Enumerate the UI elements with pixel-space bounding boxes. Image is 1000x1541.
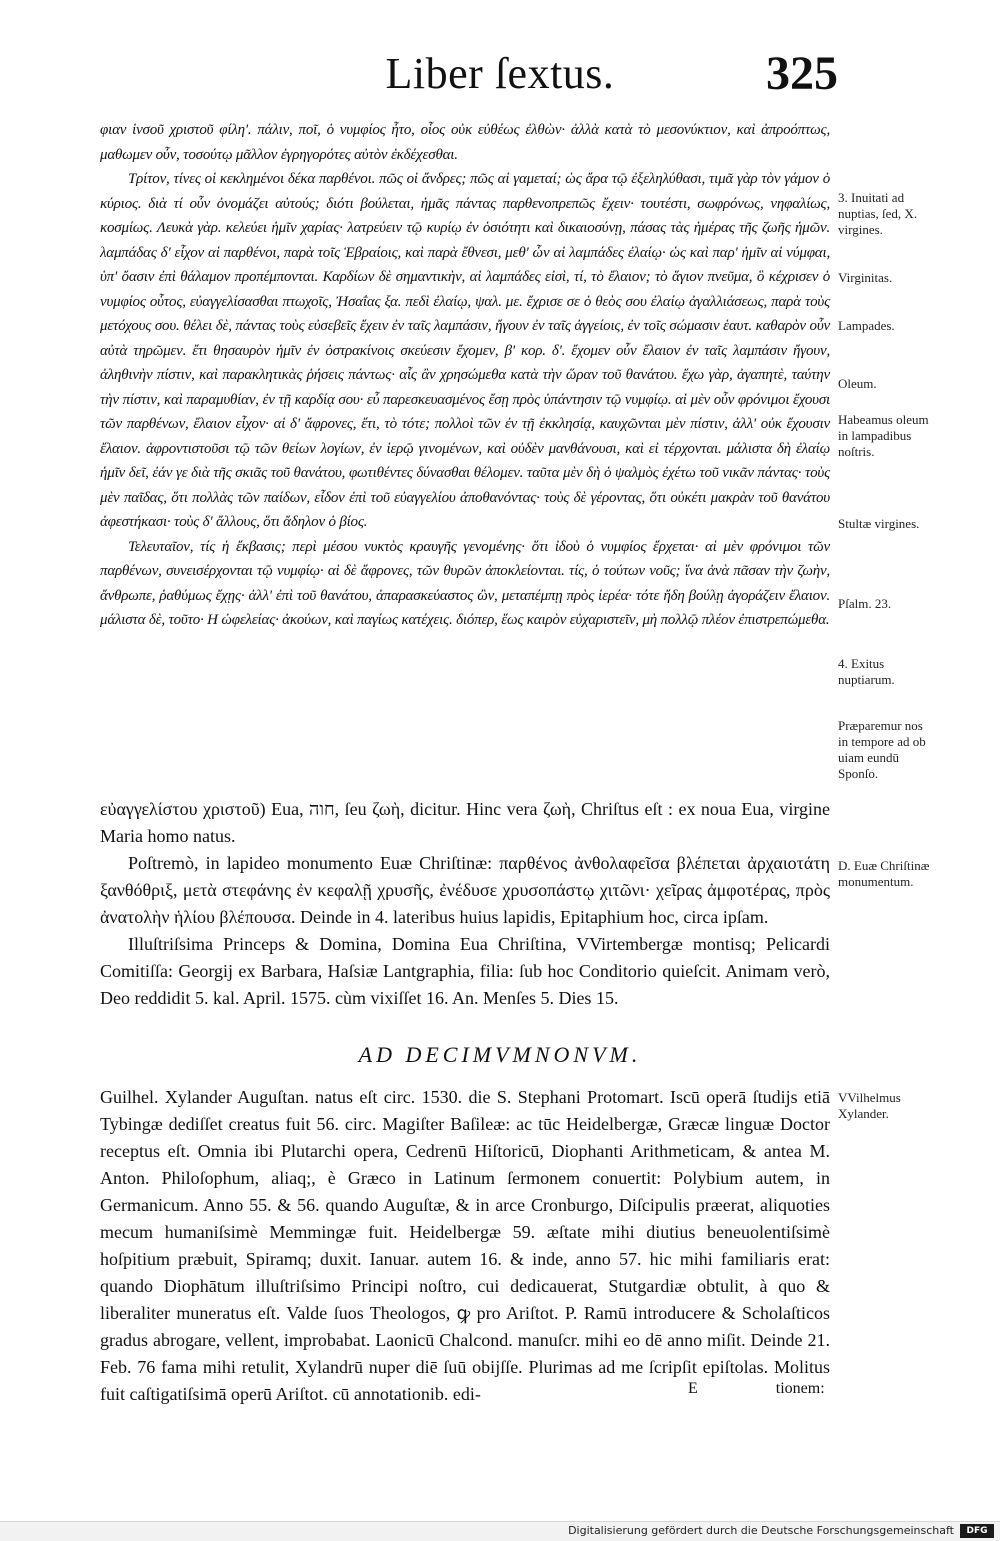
margin-note-stultae: Stultæ virgines.	[838, 516, 920, 531]
catchword-text: tionem:	[775, 1380, 825, 1397]
margin-note-monumentum: D. Euæ Chriſtinæ monumentum.	[838, 858, 930, 889]
greek-commentary	[100, 118, 830, 633]
margin-note-habeamus: Habeamus oleum in lampadibus noſtris.	[838, 412, 929, 459]
margin-note-praeparemur: Præparemur nos in tempore ad ob uiam eundū Sponſo.	[838, 718, 926, 781]
margin-note-oleum: Oleum.	[838, 376, 877, 391]
margin-note-psalm: Pſalm. 23.	[838, 596, 892, 611]
epitaph-text: Illuſtriſsima Princeps & Domina, Domina Eua Chriſtina, VVirtembergæ montisq; Pelicardi Comitiſſa: Georgij ex Barbara, Haſsiæ Lantgraphia, filia: ſub hoc Conditorio quieſcit. Animam verò, Deo reddidit 5. kal. April. 1575. cùm vixiſſet 16. An. Menſes 5. Dies 15.	[100, 934, 830, 1008]
margin-note-virginitas: Virginitas.	[838, 270, 893, 285]
greek-paragraph-3: Τελευταῖον, τίς ἡ ἔκβασις; περὶ μέσου νυκτὸς κραυγῆς γενομένης· ὅτι ἰδοὺ ὁ νυμφίος ἔρχεται· αἱ μὲν φρόνιμοι τῶν παρθένων, συνεισέρχονται τῷ νυμφίῳ· αἱ δὲ ἄφρονες, τῶν θυρῶν ἀποκλείονται. τίς, ὁ τούτων νοῦς; ἵνα ἀνὰ πᾶσαν τὴν ζωὴν, ἄνθρωπε, ῥαθύμως ἔχῃς· ἀλλ' ἐπὶ τοῦ θανάτου, ἀπαρασκεύαστος ὢν, μεταπέμπῃ πρὸς ἱερέα· τότε ἤδη βούλῃ ἀγοράζειν ἔλαιον. μάλιστα δὲ, τοῦτο· Η ὠφελείας· ἀκούων, καὶ παγίως κατέχεις. διόπερ, ἕως καιρὸν εὐχαριστεῖν, μὴ πολλῷ πλέον ἐπιστρεπώμεθα.	[100, 538, 830, 628]
latin-paragraph-postremo: Poſtremò, in lapideo monumento Euæ Chriſtinæ: παρθένος ἀνθολαφεῖσα βλέπεται ἀρχαιοτάτη ξανθόθριξ, μετὰ στεφάνης ἐν κεφαλῇ χρυσῆς, ἐνέδυσε χρυσοπάστῳ χιτῶνι· χεῖρας ἀμφοτέρας, πρὸς ἀνατολὴν ἡλίου βλέπουσα. Deinde in 4. lateribus huius lapidis, Epitaphium hoc, circa ipſam.	[100, 853, 830, 927]
margin-note-xylander: VVilhelmus Xylander.	[838, 1090, 901, 1121]
greek-paragraph-2: Τρίτον, τίνες οἱ κεκλημένοι δέκα παρθένοι. πῶς οἱ ἄνδρες; πῶς αἱ γαμεταί; ὡς ἄρα τῷ ἐξεληλύθασι, τιμᾶ γὰρ τὸν γάμον ὁ κύριος. διὰ τί οὖν ὀνομάζει αὐτούς; διότι βούλεται, ἡμᾶς πάντας παρθενοπρεπῶς ἔχειν· τουτέστι, σωφρόνως, νηφαλίως, κοσμίως. Λευκὰ γὰρ. κελεύει ἡμῖν χαρίας· λατρεύειν τῷ κυρίῳ ἐν ὁσιότητι καὶ δικαιοσύνῃ, πάσας τὰς ἡμέρας τῆς ζωῆς ἡμῶν. λαμπάδας δ' εἶχον αἱ παρθένοι, παρὰ τοῖς Ἑβραίοις, καὶ παρὰ ἔθνεσι, μεθ' ὧν αἱ λαμπάδες ἐλαίῳ· ὡς καὶ παρ' ἡμῖν αἱ νύμφαι, ὑπ' ὄασιν ἐπὶ θάλαμον προπέμπονται. Καρδίων δὲ σημαντικὴν, αἱ λαμπάδες εἰσὶ, τί, τὸ ἔλαιον; τὸ ἅγιον πνεῦμα, ὃ κέχρισεν ὁ νυμφίος οὗτος, εὐαγγελίσασθαι πτωχοῖς, Ἠσαΐας ξα. πεδὶ ἐλαίῳ, ψαλ. με. ἔχρισε σε ὁ θεὸς σου ἐλαίῳ ἀγαλλιάσεως, παρὰ τοὺς μετόχους σου. θέλει δὲ, πάντας τοὺς εὐσεβεῖς ἔχειν ἐν ταῖς λαμπάσιν, ἤγουν ἐν ταῖς ἀγγείοις, ἐν τοῖς σώμασιν ἑαυτ. καθαρὸν οὖν αὐτὰ τηρῶμεν. ἔτι θησαυρὸν ἡμῖν ἐν ὀστρακίνοις σκεύεσιν ἔχομεν, β' κορ. δ'. ἔχομεν οὖν ἔλαιον ἐν ταῖς λαμπάσιν ἤγουν, ἀληθινὴν πίστιν, καὶ παρακλητικὰς ῥήσεις πάντως· αἷς ἂν χρησώμεθα κατὰ τὴν ὥραν τοῦ θανάτου. ἔχω γὰρ, ἀγαπητὲ, ταύτην τὴν πίστιν, καὶ παραμυθίαν, ἐν τῇ καρδίᾳ σου· εὖ παρεσκευασμένος ἔσῃ πρὸς ὑπάντησιν τῷ νυμφίῳ. αἱ μὲν οὖν φρόνιμοι ἔχουσι τῶν παρθένων, ἔλαιον εἶχον· αἱ δ' ἄφρονες, ἔτι, τὸ τότε; πολλοὶ τῶν ἐν τῇ ἐκκλησίᾳ, καυχῶνται μὲν πίστιν, ἀλλ' οὐκ ἔχουσιν ἔλαιον. ἀφροντιστοῦσι τῷ τῶν θείων λογίων, ἐν ἱερῷ γινομένων, καὶ οὐδὲν μανθάνουσι, καὶ εἰ τέρχονται. μάλιστα δὴ ἐλαίῳ ἡμῖν δεῖ, ἐάν γε διὰ τῆς σκιᾶς τοῦ θανάτου, φωτιθέντες δύνασθαι θέλομεν. ταῦτα μὲν δὴ ὁ ψαλμὸς ἐχέτω τοῦ νικᾶν πάντας· τοὺς μὲν παῖδας, ὅτι πολλὰς τῶν παίδων, εἶδον ἐπὶ τοῦ εὐαγγελίου ἀποθανόντας· τοὺς δὲ γέροντας, ὅτι οὐκέτι μακρὰν τοῦ θανάτου ἀφεστήκασι· τοὺς δ' ἄλλους, ὅτι ἄδηλον ὁ βίος.	[100, 171, 830, 530]
signature-mark	[688, 1380, 825, 1398]
latin-paragraph-eva: εὐαγγελίστου χριστοῦ) Eua, חוה, ſeu ζωὴ, dicitur. Hinc vera ζωὴ, Chriſtus eſt : ex noua Eua, virgine Maria homo natus.	[100, 799, 830, 846]
footer-bar	[0, 1521, 1000, 1541]
margin-note-lampades: Lampades.	[838, 318, 895, 333]
signature-letter: E	[688, 1380, 698, 1397]
latin-block	[100, 796, 830, 1012]
page-title: Liber ſextus.	[385, 49, 615, 98]
dfg-logo: DFG	[960, 1524, 994, 1538]
page-number: 325	[766, 47, 838, 100]
xylander-section	[100, 1084, 830, 1408]
xylander-paragraph: Guilhel. Xylander Auguſtan. natus eſt circ. 1530. die S. Stephani Protomart. Iscū operā ſtudijs etiā Tybingæ dediſſet creatus fuit 56. circ. Magiſter Baſileæ: ac tūc Heidelbergæ, Græcæ linguæ Doctor receptus eſt. Omnia ibi Plutarchi opera, Cedrenū Hiſtoricū, Diophanti Arithmeticam, & antea M. Anton. Philoſophum, aliaq;, è Græco in Latinum ſermonem conuertit: Polybium autem, in Germanicum. Anno 55. & 56. quando Auguſtæ, & in arce Cronburgo, Diſcipulis præerat, aliquoties mecum humaniſsimè Memmingæ fuit. Heidelbergæ 59. æſtate mihi diutius beneuolentiſsimè hoſpitium præbuit, Spiramq; duxit. Ianuar. autem 16. & inde, anno 57. hic mihi familiaris erat: quando Diophātum illuſtriſsimo Principi noſtro, cui dedicauerat, Stutgardiæ obtulit, à quo & liberaliter muneratus eſt. Valde ſuos Theologos, ꝙ pro Ariſtot. P. Ramū introducere & Scholaſticos gradus abrogare, vellent, improbabat. Laonicū Chalcond. manuſcr. mihi eo dē anno miſit. Deinde 21. Feb. 76 fama mihi retulit, Xylandrū nuper diē ſuū obijſſe. Plurimas ad me ſcripſit epiſtolas. Molitus fuit caſtigatiſsimā operū Ariſtot. cū annotationib. edi-	[100, 1087, 830, 1404]
section-heading: AD DECIMVMNONVM.	[358, 1042, 642, 1067]
margin-note-inuitati: 3. Inuitati ad nuptias, ſed, X. virgines.	[838, 190, 918, 237]
margin-note-exitus: 4. Exitus nuptiarum.	[838, 656, 895, 687]
greek-paragraph-1: φιαν ἱνσοῦ χριστοῦ φίλη'. πάλιν, ποῖ, ὁ νυμφίος ἦτο, οἷος οὐκ εὐθέως ἐλθὼν· ἀλλὰ κατὰ τὸ μεσονύκτιον, καὶ ἀπροόπτως, μαθωμεν οὖν, τοσούτῳ μᾶλλον ἐγρηγορότες αὐτὸν ἐκδέχεσθαι.	[100, 122, 830, 163]
footer-credit: Digitalisierung gefördert durch die Deutsche Forschungsgemeinschaft	[568, 1524, 954, 1537]
